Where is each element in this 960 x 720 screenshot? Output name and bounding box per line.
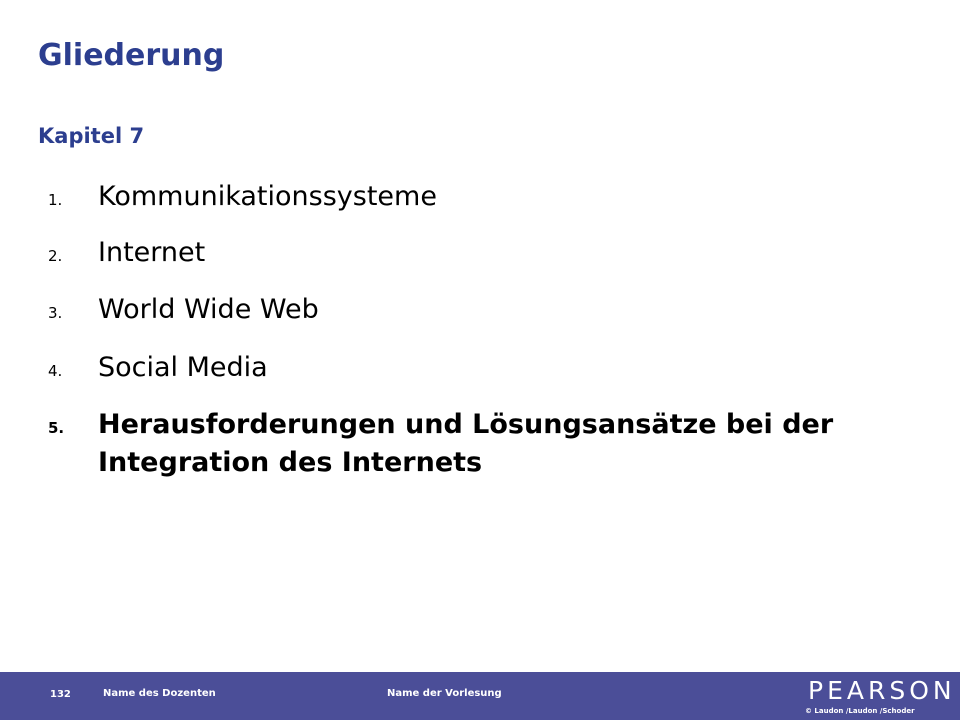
footer-bar bbox=[0, 672, 960, 720]
chapter-subtitle: Kapitel 7 bbox=[38, 124, 145, 148]
outline-item-number: 3. bbox=[48, 304, 63, 322]
slide-title: Gliederung bbox=[38, 38, 225, 73]
outline-item-text: Internet bbox=[98, 237, 206, 268]
outline-item-text: World Wide Web bbox=[98, 294, 319, 325]
outline-item-number: 4. bbox=[48, 362, 63, 380]
lecturer-name: Name des Dozenten bbox=[103, 688, 216, 699]
outline-item-number: 5. bbox=[48, 419, 65, 437]
outline-item-text: Kommunikationssysteme bbox=[98, 181, 437, 212]
outline-item-number: 1. bbox=[48, 191, 63, 209]
page-number: 132 bbox=[50, 689, 71, 700]
outline-item-number: 2. bbox=[48, 247, 63, 265]
outline-item-text: Social Media bbox=[98, 352, 268, 383]
pearson-logo: PEARSON bbox=[808, 676, 956, 705]
outline-item-text: Herausforderungen und Lösungsansätze bei der Integration des Internets bbox=[98, 409, 834, 478]
copyright-note: © Laudon /Laudon /Schoder bbox=[805, 707, 915, 715]
lecture-name: Name der Vorlesung bbox=[387, 688, 502, 699]
